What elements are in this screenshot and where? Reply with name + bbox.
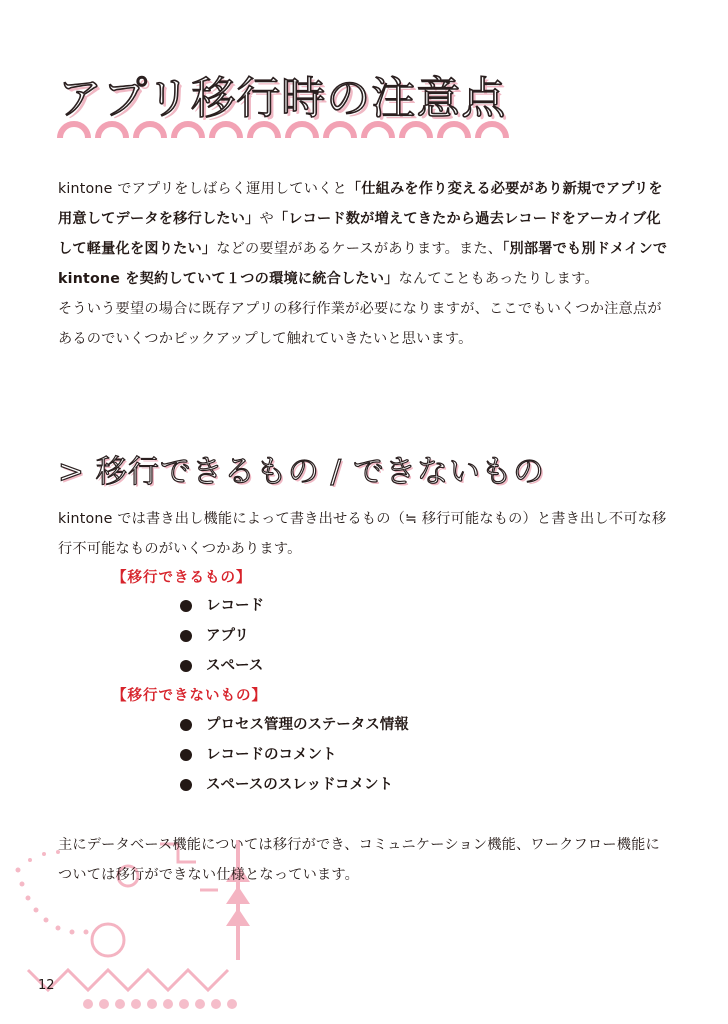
export-description: kintone では書き出し機能によって書き出せるもの（≒ 移行可能なもの）と書き出し不可な移行不可能なものがいくつかあります。 xyxy=(58,511,667,557)
intro-segment: や xyxy=(259,211,274,227)
list-item-label: スペースのスレッドコメント xyxy=(206,777,394,793)
summary-text: 主にデータベース機能については移行ができ、コミュニケーション機能、ワークフロー機能については移行ができない仕様となっています。 xyxy=(58,837,660,883)
list-item xyxy=(180,770,409,800)
intro-segment-bold: 「別部署でも別ドメインで kintone を契約していて１つの環境に統合したい」 xyxy=(58,241,668,287)
intro-segment-bold: 「仕組みを作り変える必要があり新規でアプリを用意してデータを移行したい」 xyxy=(58,181,663,227)
list-item-label: レコードのコメント xyxy=(206,747,337,763)
can-migrate-list xyxy=(180,591,264,681)
list-item-label: プロセス管理のステータス情報 xyxy=(206,717,409,733)
list-item-label: レコード xyxy=(206,598,264,614)
list-item xyxy=(180,591,264,621)
bullet-icon xyxy=(180,630,192,642)
bullet-icon xyxy=(180,660,192,672)
page-number: 12 xyxy=(38,978,55,993)
bullet-icon xyxy=(180,719,192,731)
intro-segment: などの要望があるケースがあります。また、 xyxy=(216,241,503,257)
can-migrate-title: 【移行できるもの】 xyxy=(112,570,252,586)
list-item-label: アプリ xyxy=(206,628,249,644)
intro-segment-bold: 「レコード数が増えてきたから過去レコードをアーカイブ化して軽量化を図りたい」 xyxy=(58,211,661,257)
bullet-icon xyxy=(180,749,192,761)
bullet-icon xyxy=(180,600,192,612)
bullet-icon xyxy=(180,779,192,791)
scallop-border-decoration xyxy=(55,118,511,140)
list-item-label: スペース xyxy=(206,658,264,674)
intro-segment: kintone でアプリをしばらく運用していくと xyxy=(58,181,347,197)
intro-segment: なんてこともあったりします。 xyxy=(398,271,599,287)
list-item xyxy=(180,651,264,681)
list-item xyxy=(180,710,409,740)
intro-paragraph-1 xyxy=(58,174,670,294)
cannot-migrate-list xyxy=(180,710,409,800)
section-heading: > 移行できるもの / できないもの xyxy=(58,454,545,490)
intro-text xyxy=(58,174,670,354)
intro-paragraph-2: そういう要望の場合に既存アプリの移行作業が必要になりますが、ここでもいくつか注意点があるのでいくつかピックアップして触れていきたいと思います。 xyxy=(58,301,662,347)
list-item xyxy=(180,621,264,651)
cannot-migrate-title: 【移行できないもの】 xyxy=(112,688,267,704)
list-item xyxy=(180,740,409,770)
page-title: アプリ移行時の注意点 xyxy=(58,73,507,124)
